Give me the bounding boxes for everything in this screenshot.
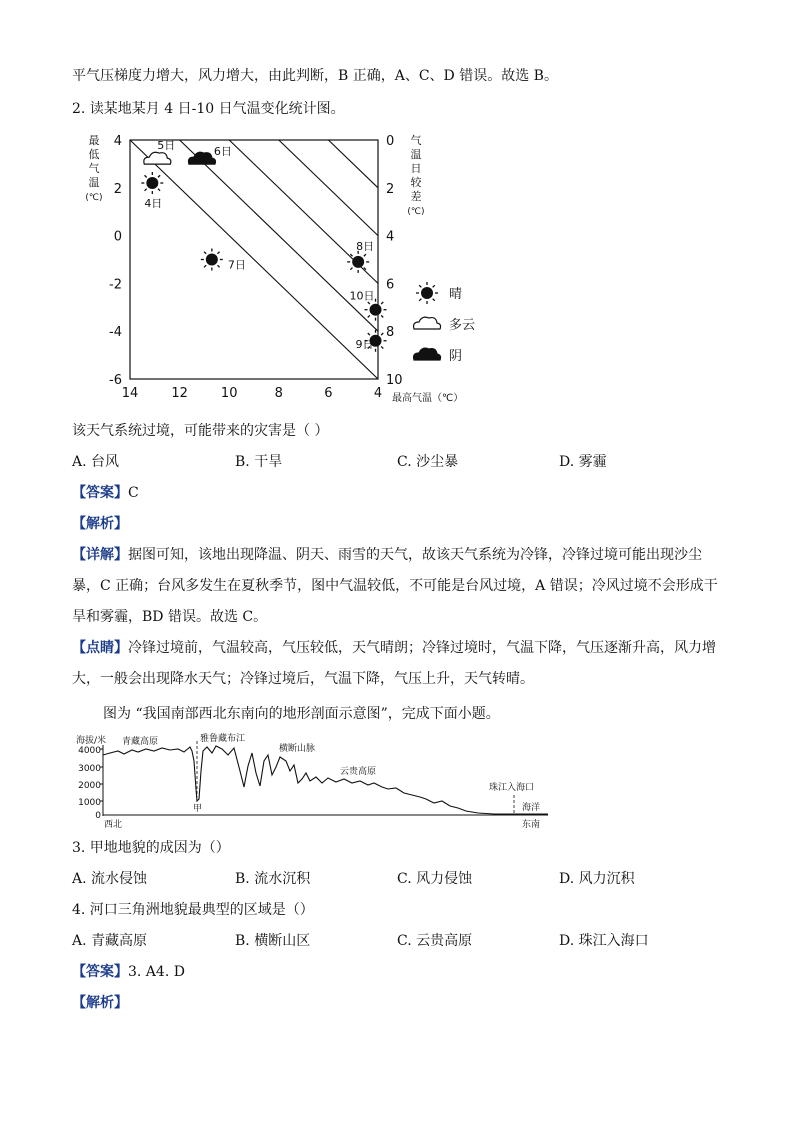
range-line-10: [130, 140, 378, 379]
x-tick-12: 12: [171, 386, 188, 401]
sun-disc: [206, 254, 218, 266]
y-tick-0: 0: [113, 229, 122, 245]
tip-text: 冷锋过境前，气温较高，气压较低，天气晴朗；冷锋过境时，气温下降，气压逐渐升高，风力增大，一般会出现降水天气；冷锋过境后，气温下降，气压上升，天气转晴。: [72, 640, 716, 687]
right-axis-label-part: 差: [410, 190, 422, 203]
y-tick--4: -4: [109, 325, 122, 341]
left-axis-label-part: 温: [88, 176, 100, 189]
x-tick-10: 10: [220, 386, 238, 401]
sun-ray: [158, 175, 160, 177]
question-4-stem: 4. 河口三角洲地貌最典型的区域是（）: [72, 902, 314, 918]
sun-ray: [381, 302, 383, 304]
profile-tick-2000: 2000: [78, 781, 101, 791]
point-label-5日: 5日: [157, 139, 176, 153]
sun-ray: [381, 333, 383, 335]
q2-analysis-line: [72, 514, 128, 534]
label-hengduan: 横断山脉: [279, 744, 316, 754]
sun-ray: [419, 299, 421, 301]
x-tick-14: 14: [121, 386, 139, 401]
question-2-stem: 2. 读某地某月 4 日-10 日气温变化统计图。: [72, 101, 345, 117]
q4-option-b: B. 横断山区: [235, 933, 311, 949]
sun-disc: [421, 287, 433, 299]
terrain-line: [103, 746, 548, 814]
left-axis-label-part: 最: [88, 134, 100, 147]
sun-ray: [217, 265, 219, 267]
detail-text: 据图可知，该地出现降温、阴天、雨雪的天气，故该天气系统为冷锋，冷锋过境可能出现沙尘暴，C 正确；台风多发生在夏秋季节，图中气温较低，不可能是台风过境，A 错误；冷风过境不会形成干旱和雾霾，BD 错误。故选 C。: [72, 547, 718, 625]
x-tick-8: 8: [274, 386, 283, 401]
answer-tag: 【答案】: [72, 964, 128, 980]
sun-ray: [381, 346, 383, 348]
q2-detail: [72, 540, 724, 633]
tip-tag: 【点睛】: [72, 640, 128, 656]
q2-option-c: C. 沙尘暴: [397, 454, 459, 470]
y-tick--2: -2: [109, 277, 122, 293]
detail-tag: 【详解】: [72, 547, 128, 563]
profile-tick-3000: 3000: [78, 764, 101, 774]
legend-sun-icon: [416, 282, 438, 304]
point-label-4日: 4日: [144, 197, 163, 211]
analysis-tag: 【解析】: [72, 516, 128, 532]
profile-tick-1000: 1000: [78, 798, 101, 808]
q2-option-b: B. 干旱: [235, 454, 283, 470]
label-yarlung: 雅鲁藏布江: [200, 734, 246, 744]
q3-option-a: A. 流水侵蚀: [72, 871, 148, 887]
legend-cloud-icon: [414, 317, 441, 329]
q2-option-d: D. 雾霾: [559, 454, 607, 470]
right-tick-2: 2: [386, 181, 395, 197]
label-ocean: 海洋: [522, 803, 541, 813]
sun-icon: [201, 249, 223, 271]
answer-value: 3. A4. D: [128, 964, 185, 980]
sun-ray: [204, 265, 206, 267]
q3-option-d: D. 风力沉积: [559, 871, 635, 887]
right-axis-label-part: 较: [410, 176, 422, 189]
sun-ray: [145, 175, 147, 177]
label-qingzang: 青藏高原: [122, 737, 159, 747]
legend-label: 晴: [449, 287, 463, 302]
y-tick-4: 4: [113, 134, 122, 149]
point-label-6日: 6日: [213, 145, 232, 159]
answer-value: C: [128, 485, 139, 501]
label-yungui: 云贵高原: [340, 767, 377, 777]
y-tick-2: 2: [113, 181, 122, 197]
right-tick-0: 0: [386, 134, 395, 149]
right-axis-label-part: 气: [410, 134, 422, 147]
label-northwest: 西北: [104, 820, 123, 830]
sun-ray: [204, 252, 206, 254]
profile-ylabel: 海拔/米: [76, 736, 107, 746]
point-label-9日: 9日: [355, 337, 374, 351]
label-southeast: 东南: [522, 820, 541, 830]
answer-tag: 【答案】: [72, 485, 128, 501]
sun-ray: [433, 285, 435, 287]
x-tick-6: 6: [324, 386, 333, 401]
sun-ray: [433, 299, 435, 301]
range-lines: [130, 128, 378, 379]
sun-ray: [364, 254, 366, 256]
profile-tick-0: 0: [95, 811, 101, 821]
label-zhujiang: 珠江入海口: [489, 783, 535, 793]
legend-overcast-icon: [414, 348, 441, 360]
legend-label: 阴: [449, 349, 463, 364]
sun-ray: [217, 252, 219, 254]
q3-option-c: C. 风力侵蚀: [397, 871, 473, 887]
q4-option-a: A. 青藏高原: [72, 933, 148, 949]
question-2-question: 该天气系统过境，可能带来的灾害是（ ）: [72, 423, 329, 439]
right-tick-4: 4: [386, 229, 395, 245]
overcast-icon: [188, 152, 215, 164]
analysis-tag: 【解析】: [72, 995, 128, 1011]
question-3-stem: 3. 甲地地貌的成因为（）: [72, 840, 230, 856]
right-tick-6: 6: [386, 277, 395, 293]
previous-answer-tail: 平气压梯度力增大，风力增大，由此判断，B 正确，A、C、D 错误。故选 B。: [72, 68, 558, 84]
y-tick--6: -6: [109, 373, 122, 388]
right-axis-label-part: (℃): [407, 207, 425, 217]
x-axis-label: 最高气温（℃）: [392, 393, 464, 404]
cloud-icon: [144, 152, 171, 164]
sun-disc: [146, 177, 158, 189]
q4-answer-line: [72, 962, 185, 982]
left-axis-label-part: 气: [88, 162, 100, 175]
right-tick-10: 10: [386, 373, 403, 388]
temperature-chart: [84, 128, 484, 413]
sun-ray: [368, 315, 370, 317]
sun-disc: [370, 304, 382, 316]
point-label-8日: 8日: [356, 239, 375, 253]
right-axis-label-part: 温: [410, 148, 422, 161]
label-jia: 甲: [193, 804, 203, 814]
x-tick-4: 4: [373, 386, 383, 401]
q2-option-a: A. 台风: [72, 454, 120, 470]
q4-analysis-line: [72, 993, 128, 1013]
q4-option-c: C. 云贵高原: [397, 933, 473, 949]
q3-option-b: B. 流水沉积: [235, 871, 311, 887]
terrain-profile: [74, 731, 554, 831]
profile-tick-4000: 4000: [78, 746, 101, 756]
sun-icon: [347, 251, 369, 273]
legend-label: 多云: [449, 318, 476, 333]
profile-intro: 图为 “我国南部西北东南向的地形剖面示意图”，完成下面小题。: [103, 706, 500, 722]
left-axis-label-part: (℃): [85, 193, 103, 203]
sun-ray: [350, 254, 352, 256]
q4-option-d: D. 珠江入海口: [559, 933, 649, 949]
point-label-7日: 7日: [227, 258, 246, 272]
left-axis-label-part: 低: [88, 148, 100, 161]
sun-ray: [381, 315, 383, 317]
sun-ray: [145, 189, 147, 191]
sun-ray: [368, 333, 370, 335]
sun-ray: [158, 189, 160, 191]
sun-ray: [350, 268, 352, 270]
sun-disc: [352, 256, 364, 268]
sun-icon: [141, 172, 163, 194]
point-label-10日: 10日: [349, 289, 375, 303]
sun-ray: [419, 285, 421, 287]
q2-tip: [72, 633, 724, 695]
right-axis-label-part: 日: [410, 162, 422, 175]
right-tick-8: 8: [386, 325, 395, 341]
q2-answer-line: [72, 483, 139, 503]
